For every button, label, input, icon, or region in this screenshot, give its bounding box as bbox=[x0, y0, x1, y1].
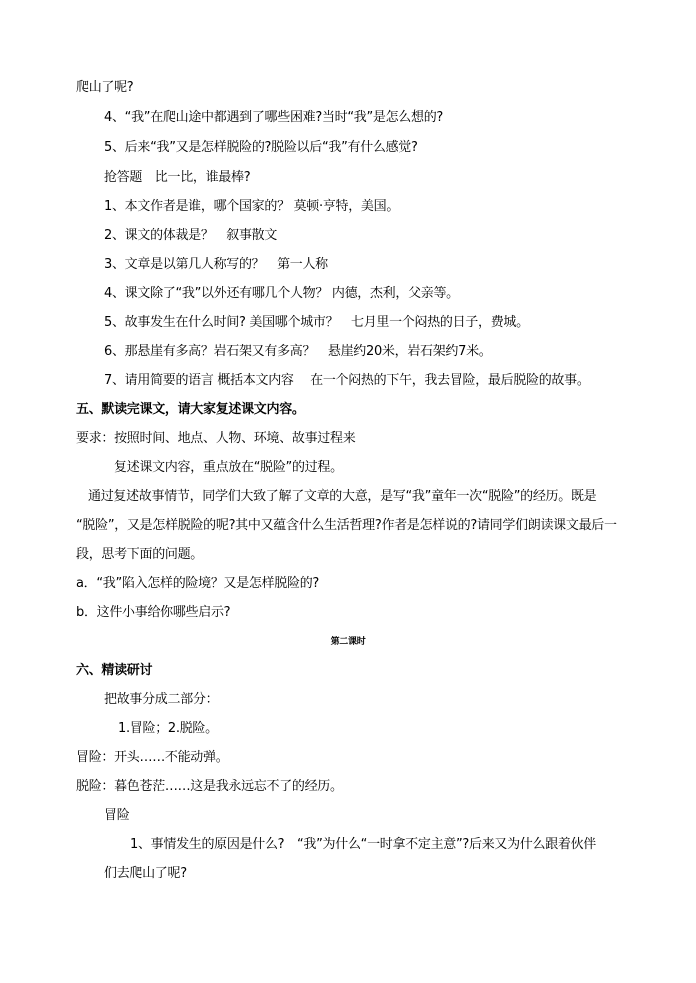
question-line: 们去爬山了呢? bbox=[104, 866, 187, 881]
question-4: 4、“我”在爬山途中都遇到了哪些困难?当时“我”是怎么想的? bbox=[104, 110, 444, 125]
question-a: a．“我”陷入怎样的险境？又是怎样脱险的? bbox=[76, 576, 320, 591]
section-6-heading: 六、精读研讨 bbox=[76, 663, 153, 678]
question-line: 1、事情发生的原因是什么? “我”为什么“一时拿不定主意”?后来又为什么跟着伙伴 bbox=[130, 837, 597, 852]
quiz-item-7: 7、请用简要的语言 概括本文内容 在一个闷热的下午，我去冒险，最后脱险的故事。 bbox=[104, 373, 590, 388]
question-b: b．这件小事给你哪些启示? bbox=[76, 605, 231, 620]
requirement-line: 要求：按照时间、地点、人物、环境、故事过程来 bbox=[76, 431, 356, 446]
quiz-item-3: 3、文章是以第几人称写的？ 第一人称 bbox=[104, 257, 328, 272]
text-line: 脱险：暮色苍茫……这是我永远忘不了的经历。 bbox=[76, 779, 343, 794]
quiz-item-2: 2、课文的体裁是？ 叙事散文 bbox=[104, 228, 278, 243]
paragraph-line: 通过复述故事情节，同学们大致了解了文章的大意，是写“我”童年一次“脱险”的经历。既是 bbox=[88, 489, 597, 504]
quiz-item-1: 1、本文作者是谁，哪个国家的？ 莫顿·亨特，美国。 bbox=[104, 199, 400, 214]
quiz-item-5: 5、故事发生在什么时间? 美国哪个城市？ 七月里一个闷热的日子，费城。 bbox=[104, 315, 529, 330]
text-line: 冒险：开头……不能动弹。 bbox=[76, 750, 229, 765]
quiz-item-6: 6、那悬崖有多高？岩石架又有多高？ 悬崖约20米，岩石架约7米。 bbox=[104, 344, 492, 359]
paragraph-line: “脱险”，又是怎样脱险的呢?其中又蕴含什么生活哲理?作者是怎样说的?请同学们朗读课文最后一 bbox=[76, 518, 617, 533]
lesson-title: 第二课时 bbox=[330, 637, 366, 647]
quiz-heading: 抢答题 比一比，谁最棒? bbox=[104, 170, 251, 185]
quiz-item-4: 4、课文除了“我”以外还有哪几个人物？ 内德，杰利，父亲等。 bbox=[104, 286, 459, 301]
text-line: 1.冒险；2.脱险。 bbox=[118, 721, 218, 736]
text-line: 爬山了呢? bbox=[76, 80, 134, 95]
subheading: 冒险 bbox=[104, 808, 130, 823]
section-5-heading: 五、默读完课文，请大家复述课文内容。 bbox=[76, 402, 305, 417]
requirement-line-2: 复述课文内容，重点放在“脱险”的过程。 bbox=[114, 460, 343, 475]
question-5: 5、后来“我”又是怎样脱险的?脱险以后“我”有什么感觉? bbox=[104, 140, 418, 155]
paragraph-line: 段，思考下面的问题。 bbox=[76, 547, 204, 562]
text-line: 把故事分成二部分： bbox=[104, 692, 219, 707]
